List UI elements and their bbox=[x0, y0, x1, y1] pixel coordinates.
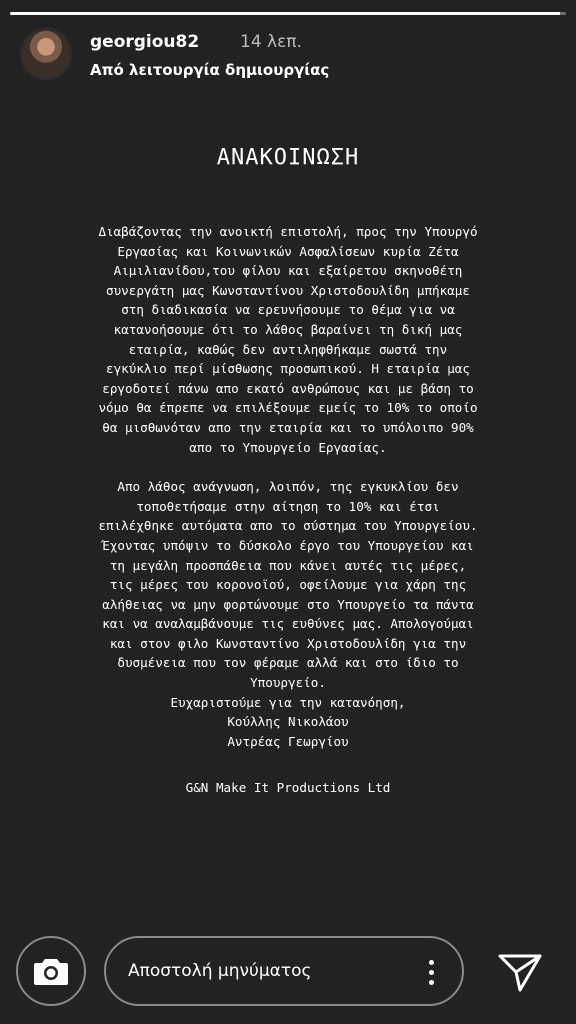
username[interactable]: georgiou82 bbox=[90, 32, 200, 52]
company-signature: G&N Make It Productions Ltd bbox=[185, 780, 391, 796]
camera-button[interactable] bbox=[16, 936, 86, 1006]
story-progress-fill bbox=[10, 12, 560, 15]
story-subtitle: Από λειτουργία δημιουργίας bbox=[90, 61, 330, 79]
story-content bbox=[16, 145, 560, 795]
message-input[interactable] bbox=[104, 936, 464, 1006]
avatar[interactable] bbox=[20, 28, 72, 80]
more-vertical-icon[interactable] bbox=[426, 960, 436, 988]
send-button[interactable] bbox=[496, 952, 544, 992]
post-time: 14 λεπ. bbox=[240, 32, 302, 52]
message-placeholder: Αποστολή μηνύματος bbox=[128, 961, 312, 981]
send-icon bbox=[496, 952, 544, 992]
camera-icon bbox=[33, 955, 69, 987]
story-header bbox=[20, 28, 556, 84]
message-composer bbox=[0, 932, 576, 1016]
announcement-paragraph-2: Απο λάθος ανάγνωση, λοιπόν, της εγκυκλίου δεν τοποθετήσαμε στην αίτηση το 10% και έτσι επιλέχθηκε αυτόματα απο το σύστημα του Υπουργείου. Έχοντας υπόψιν το δύσκολο έργο του Υπουργείου και τη μεγάλη προσπάθεια που κάνει αυτές τις μέρες, τις μέρες του κορονοϊού, οφείλουμε για χάρη της αλήθειας να μην φορτώνουμε στο Υπουργείο τα πάντα και να αναλαμβάνουμε τις ευθύνες μας. Απολογούμαι και στον φιλο Κωνσταντίνο Χριστοδουλίδη για την δυσμένεια που τον φέραμε αλλά και στο ίδιο το Υπουργείο. Ευχαριστούμε για την κατανόηση, Κούλλης Νικολάου Αντρέας Γεωργίου bbox=[98, 479, 478, 749]
story-progress-bar bbox=[10, 12, 566, 15]
announcement-paragraph-1: Διαβάζοντας την ανοικτή επιστολή, προς την Υπουργό Εργασίας και Κοινωνικών Ασφαλίσεων κυρία Ζέτα Αιμιλιανίδου,του φίλου και εξαίρετου σκηνοθέτη συνεργάτη μας Κωνσταντίνου Χριστοδουλίδη μπήκαμε στη διαδικασία να ερευνήσουμε το θέμα για να κατανοήσουμε ότι το λάθος βαραίνει τη δική μας εταιρία, καθώς δεν αντιληφθήκαμε σωστά την εγκύκλιο περί μίσθωσης προσωπικού. Η εταιρία μας εργοδοτεί πάνω απο εκατό ανθρώπους και με βάση το νόμο θα έπρεπε να επιλέξουμε εμείς το 10% το οποίο θα μισθωνόταν απο την εταιρία και το υπόλοιπο 90% απο το Υπουργείο Εργασίας. bbox=[98, 224, 478, 455]
announcement-title: ΑΝΑΚΟΙΝΩΣΗ bbox=[216, 145, 360, 170]
